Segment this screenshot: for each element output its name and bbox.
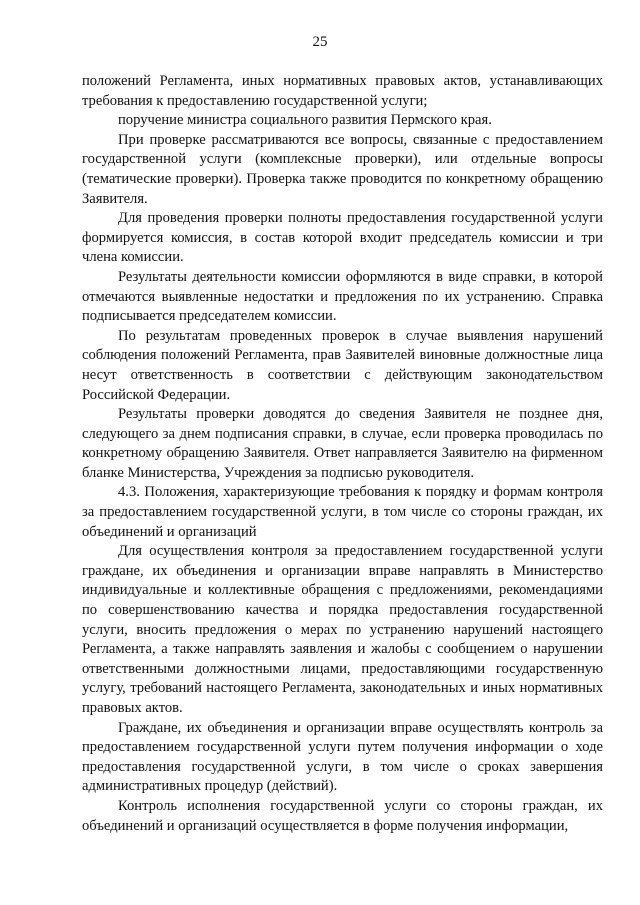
document-body [82, 72, 603, 836]
paragraph: Результаты проверки доводятся до сведения Заявителя не позднее дня, следующего за днем подписания справки, в случае, если проверка проводилась по конкретному обращению Заявителя. Ответ направляется Заявителю на фирменном бланке Министерства, Учреждения за подписью руководителя. [82, 406, 603, 481]
paragraph: поручение министра социального развития Пермского края. [118, 112, 492, 129]
paragraph: положений Регламента, иных нормативных правовых актов, устанавливающих требования к предоставлению государственной услуги; [82, 73, 603, 109]
paragraph: По результатам проведенных проверок в случае выявления нарушений соблюдения положений Регламента, прав Заявителей виновные должностные лица несут ответственность в соответствии с действующим законодательством Российской Федерации. [82, 327, 603, 403]
paragraph: Граждане, их объединения и организации вправе осуществлять контроль за предоставлением государственной услуги путем получения информации о ходе предоставления государственной услуги, в том числе о сроках завершения административных процедур (действий). [82, 719, 603, 795]
paragraph: При проверке рассматриваются все вопросы, связанные с предоставлением государственной услуги (комплексные проверки), или отдельные вопросы (тематические проверки). Проверка также проводится по конкретному обращению Заявителя. [82, 131, 603, 207]
paragraph: Для осуществления контроля за предоставлением государственной услуги граждане, их объединения и организации вправе направлять в Министерство индивидуальные и коллективные обращения с предложениями, рекомендациями по совершенствованию качества и порядка предоставления государственной услуги, вносить предложения о мерах по устранению нарушений настоящего Регламента, а также направлять заявления и жалобы с сообщением о нарушении ответственными должностными лицами, предоставляющими государственную услугу, требований настоящего Регламента, законодательных и иных нормативных правовых актов. [82, 543, 603, 716]
paragraph: Результаты деятельности комиссии оформляются в виде справки, в которой отмечаются выявленные недостатки и предложения по их устранению. Справка подписывается председателем комиссии. [82, 268, 603, 325]
paragraph: Для проведения проверки полноты предоставления государственной услуги формируется комиссия, в состав которой входит председатель комиссии и три члена комиссии. [82, 210, 603, 266]
page-number: 25 [312, 34, 328, 50]
paragraph: Контроль исполнения государственной услуги со стороны граждан, их объединений и организаций осуществляется в форме получения информации, [82, 797, 603, 834]
paragraph: 4.3. Положения, характеризующие требования к порядку и формам контроля за предоставлением государственной услуги, в том числе со стороны граждан, их объединений и организаций [82, 484, 603, 540]
